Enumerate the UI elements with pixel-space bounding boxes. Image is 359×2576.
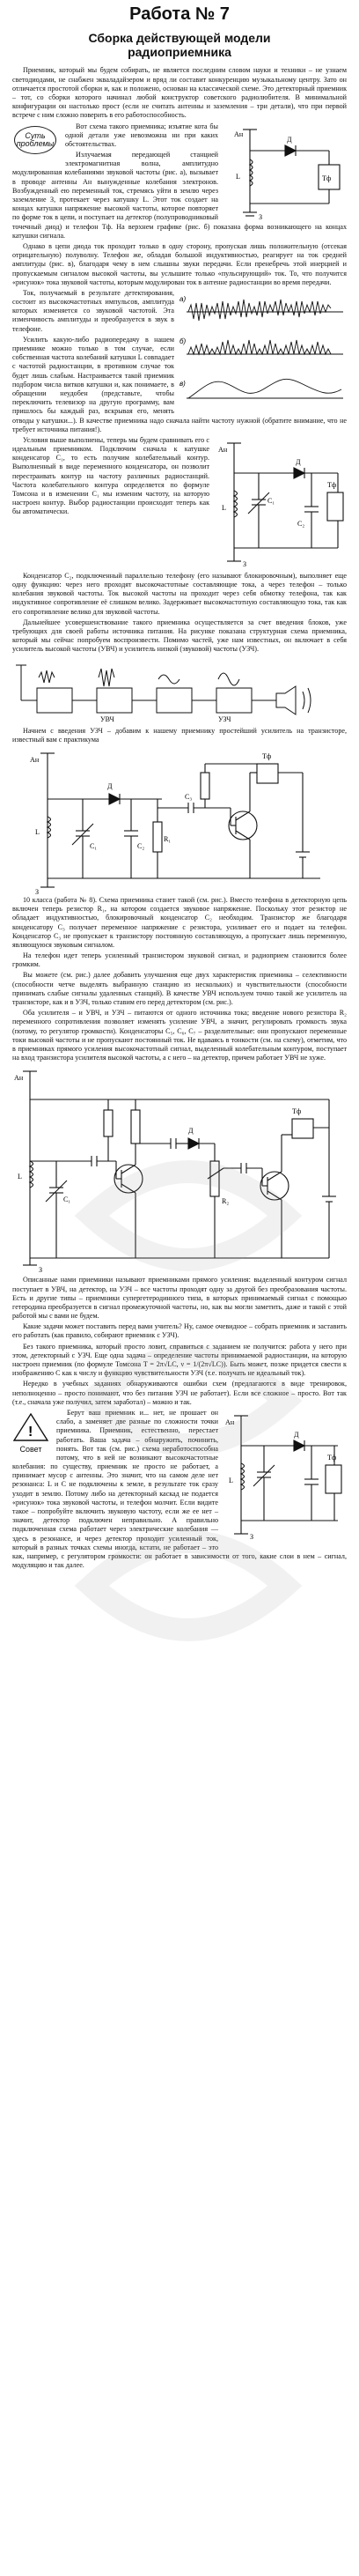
work-title: Работа № 7 xyxy=(129,4,230,24)
tuned-receiver-schematic xyxy=(215,438,347,570)
problem-badge-oval: Суть проблемы xyxy=(14,126,56,154)
label-ground: З xyxy=(250,1532,254,1541)
waveform-diagrams xyxy=(180,291,347,414)
label-phone: Тф xyxy=(322,174,332,182)
label-c3: С₃ xyxy=(185,792,193,801)
receiver-uvch-uzch-schematic xyxy=(12,1064,347,1276)
label-c1: С₁ xyxy=(63,1195,71,1204)
section-advice xyxy=(12,1409,347,1572)
label-antenna: Ан xyxy=(234,130,244,138)
label-diode: Д xyxy=(287,135,292,144)
label-uvch: УВЧ xyxy=(100,714,114,723)
paragraph-teacher-tasks: Какие задачи может поставить перед вами учитель? Ну, самое очевидное – собрать приемник и заставить его работать (как правило, собирают приемник с УЗЧ). xyxy=(12,1322,347,1340)
paragraph-radio-wave: Излучаемая передающей станцией электромагнитная волна, амплитудно модулированная колебаниями звуковой частоты (рис. а), вызывает в проводе антенны Ан вынужденные колебания электронов. Возбужденный ею переменный ток, стремясь уйти в землю через заземление З, протекает через катушку L. Этот ток создает на концах катушки напряжение высокой частоты, которое повторяет по форме ток в цепи, и поступает на детектор (полупроводниковый точечный диод) и телефон Тф. На верхнем графике (рис. б) показана форма возникающего на концах катушки сигнала. xyxy=(12,151,347,240)
section-tuned-receiver xyxy=(12,436,347,572)
advice-label: Совет xyxy=(19,1445,42,1455)
label-wave-c: в) xyxy=(180,379,186,388)
paragraph-diode-current: Однако в цепи диода ток проходит только в одну сторону, пропуская лишь положительную (отсекая отрицательную) полуволну. Телефон же, обладая большой индуктивностью, реагирует на ток средней амплитуды (рис. в), благодаря чему в нем слышны звуки передачи. Если пренебречь этой инерцией и пропускаемым сигналом высокой частоты, вы услышите только «пульсирующий» ток. То, что получится «рисунок» тока звуковой частоты, которым модулирован ток в антенне радиостанции во время передачи. xyxy=(12,241,347,286)
section-waveforms xyxy=(12,289,347,436)
label-ground: З xyxy=(243,559,247,568)
paragraph-two-amplifiers: Оба усилителя – и УВЧ, и УЗЧ – питаются от одного источника тока; введение нового резистора R₂ переменного сопротивления позволяет изменять усиление УВЧ, а значит, регулировать громкость звука (потому, то регулятор громкости). Конденсаторы С₅, С₆, С₇ – разделительные: они пропускают переменные токи высокой частоты и не пропускают постоянный ток. Не вдаваясь в тонкости (см. на схему), отметим, что в приемниках прямого усиления высокочастотный сигнал, выделенный колебательным контуром, поступает на вход транзистора усилителя высокой частоты, а с него – на детектор, причем работает УВЧ не хуже. xyxy=(12,1009,347,1062)
paragraph-direct-amplification: Описанные нами приемники называют приемниками прямого усиления: выделенный контуром сигнал поступает в УВЧ, на детектор, на УЗЧ – все частоты проходят одну за другой без преобразования частоты. Есть и другие типы – приемники супергетеродинного типа, в которых принимаемый сигнал с помощью гетеродина преобразуется в сигнал промежуточной частоты, но, как вы могли заметить, даже и такой с этой работой мы с вами не будем. xyxy=(12,1276,347,1321)
section-simple-receiver xyxy=(12,122,347,242)
label-antenna: Ан xyxy=(30,755,40,764)
faulty-receiver-schematic xyxy=(223,1410,347,1543)
label-phone: Тф xyxy=(327,1453,337,1462)
label-phone: Тф xyxy=(327,480,337,489)
label-coil: L xyxy=(18,1173,22,1181)
intro-paragraph: Приемник, который мы будем собирать, не является последним словом науки и техники – не узнаем светодиодами, не снабжен экваладайзером и вряд ли составит конкуренцию музыкальному центру. Зато он отличается простотой сборки и, как и положено, основан на классической схеме. Это детекторный приемник – тот, со сборки которого начинал любой конструктор советского радиолюбителя. В минимальной конфигурации он настолько прост (если не считать антенны и заземления – три детали), что при первой встрече с ним сложно поверить в его работоспособность. xyxy=(12,66,347,120)
label-diode: Д xyxy=(188,1127,194,1136)
label-diode: Д xyxy=(107,781,113,790)
label-c1: С₁ xyxy=(267,496,275,505)
label-coil: L xyxy=(222,503,226,512)
detector-receiver-schematic xyxy=(223,124,347,221)
label-wave-a: а) xyxy=(180,294,187,303)
label-coil: L xyxy=(236,172,240,181)
svg-text:!: ! xyxy=(28,1424,33,1440)
paragraph-schematic-intro: Вот схема такого приемника; изъятие кота бы одной детали уже невозможна ни при каких обстоятельствах. xyxy=(65,122,218,148)
label-diode: Д xyxy=(294,1430,299,1439)
label-coil: L xyxy=(229,1476,233,1484)
paragraph-advice: Берут ваш приемник и... нет, не прошает он слабо, а заменяет две разные по сложности точки приемника. Приемник, естественно, перестает работать. Ваша задача – обнаружить, починить, понять. Вот так (см. рис.) схема неработоспособна потому, что в ней не возникают высокочастотные колебания: по существу, приемник не просто не работает, а принимает мусор с антенны. Это значит, что на самом деле нет резонанса: L и С не подключены к земле, в результате ток сразу уходит в землю. Потому либо на детекторный каскад не подается «рисунок» тока звуковой частоты, и телефон молчит. Если видите такое – попробуйте включить звуковую частоту, если же ее нет – значит, детектор подключен неправильно. А правильно подключенная схема работает через электрические колебания — здесь в резонансе, и через детектор проходит усиленный ток, который в разных точках схемы иногда, кстати, не работает – это как, например, с регулятором громкости: он работает в зависимости от того, какие слои в нем – сигнал, модуляцию и так далее. xyxy=(12,1408,347,1570)
advice-badge xyxy=(12,1412,49,1453)
label-ground: З xyxy=(39,1266,43,1275)
paragraph-add-uzch: Начнем с введения УЗЧ – добавим к нашему приемнику простейший усилитель на транзисторе, известный вам с практикума xyxy=(12,726,347,744)
paragraph-amplified-signal: На телефон идет теперь усиленный транзистором звуковой сигнал, и радиоприем становится более громким. xyxy=(12,951,347,969)
paragraph-troubleshooting: Нередко в учебных заданиях обнаруживаются ошибки схем (предлагаются в виде тренировок, неполноценно – просто понимают, что без питания УЗЧ не работает). Если все сложное – просто. Вот так (т.е., сначала уже получил, затем заработал) – можно и так. xyxy=(12,1380,347,1406)
paragraph-blocking-capacitor: Конденсатор С₂, подключенный параллельно телефону (его называют блокировочным), выполняет еще одну функцию: через него проходят высокочастотные составляющие тока, а через телефон – только колебания звуковой частоты. Ток высокой частоты на проходит через себя обмотку телефона, так как индуктивное сопротивление её слишком велико. Задерживает высокочастотную составляющую тока, так как его сопротивление велико для звуковой частоты. xyxy=(12,571,347,616)
label-c1: С₁ xyxy=(90,841,98,850)
label-coil: L xyxy=(35,827,40,836)
label-c2: С₂ xyxy=(137,841,145,850)
block-diagram xyxy=(12,656,347,727)
label-c2: С₂ xyxy=(297,519,305,528)
label-ground: З xyxy=(259,212,263,221)
main-title-line-2: радиоприемника xyxy=(128,45,231,60)
label-diode: Д xyxy=(296,457,301,466)
main-title xyxy=(12,31,347,59)
label-phone: Тф xyxy=(262,751,272,760)
label-phone: Тф xyxy=(292,1107,302,1116)
label-ground: З xyxy=(35,887,40,896)
receiver-with-amplifier-schematic xyxy=(12,746,347,896)
paragraph-detection-result: Ток, получаемый в результате детектирования, состоит из высокочастотных импульсов, амплитуда которых изменяется со звуковой частотой. Эта изменчивость амплитуды и преобразуется в звук в телефоне. xyxy=(12,288,174,333)
paragraph-improvements: Условия выше выполнены, теперь мы будем сравнивать его с идеальным приемником. Подключим сначала к катушке конденсатор С₁, то есть получим колебательный контур. Выполненный в виде переменного конденсатора, он позволит перестраивать контур на частоту различных радиостанций. Частота колебательного контура определяется по формуле Томсона и в изменении С₁ мы изменим частоту, на которую настроен контур. Выбор радиостанции происходит теперь как бы автоматически. xyxy=(12,435,209,516)
paragraph-further-improvement: Дальнейшее усовершенствование такого приемника осуществляется за счет введения блоков, уже требующих для своей работы источника питания. На рисунке показана структурная схема приемника, который мы сейчас попробуем воспроизвести. Помимо частей, уже нам известных, он включает в себя усилитель высокой частоты (УВЧ) и усилитель низкой (звуковой) частоты (УЗЧ). xyxy=(12,618,347,654)
worksheet-page xyxy=(12,0,347,1572)
paragraph-selectivity: Вы можете (см. рис.) далее добавить улучшения еще двух характеристик приемника – селективности (способности четче выделять выбранную станцию из нескольких) и чувствительности (способности принимать слабые сигналы удаленных станций). В качестве УВЧ используем точно такой же усилитель на транзисторе, как и в УЗЧ, только ставим его перед детектором (см. рис.). xyxy=(12,971,347,1006)
label-antenna: Ан xyxy=(225,1418,235,1426)
paragraph-uzch-explanation: 10 класса (работа № 8). Схема приемника станет такой (см. рис.). Вместо телефона в детекторную цепь включен теперь резистор R₁, на котором создается звуковое напряжение. Поскольку этот резистор не обладает индуктивностью, блокировочный конденсатор С₂ необходим. Транзистор же благодаря конденсатору С₃ получает переменное напряжение с резистора, усиливает его и подает на телефон. Конденсатор С₃ не пропускает к транзистору постоянную составляющую, а пропускает лишь переменную, являющуюся звуковым сигналом. xyxy=(12,895,347,949)
label-r2: R₂ xyxy=(222,1197,230,1206)
paragraph-tuning: Усилить какую-либо радиопередачу в нашем приемнике можно только в том случае, если собственная частота колебаний катушки L совпадает с частотой радиостанции, в противном случае ток будет лишь слабым. Настраивается такой приемник подбором числа витков катушки и, как понимаете, в обращении неудобен (представьте, чтобы переключить телевизор на другую программу, вам пришлось бы каждый раз, вскрывая его, менять отводы у катушки...). В качестве приемника надо сначала найти частоту нужной (обратите внимание, что не требует источника питания!). xyxy=(12,335,347,433)
problem-badge xyxy=(12,126,58,161)
label-antenna: Ан xyxy=(218,445,228,454)
label-wave-b: б) xyxy=(180,337,187,345)
paragraph-frequency-task: Без такого приемника, который просто ловит, справиться с заданием не получится: работа у него при этом, детекторный с УЗЧ. Еще одна задача – определение частоты принимаемой радиостанции, на которую настроен приемник (по формуле Томсона T = 2π√LC, ν = 1/(2π√LC)). Быть может, позже придется свести к изображению С как к числу и функцию чувствительности УЗЧ (т.е. получать не идеальный ток). xyxy=(12,1342,347,1378)
warning-triangle-icon xyxy=(12,1412,49,1442)
label-r1: R₁ xyxy=(164,834,172,843)
label-antenna: Ан xyxy=(14,1074,24,1083)
main-title-line-1: Сборка действующей модели xyxy=(88,31,271,46)
label-uzch: УЗЧ xyxy=(218,714,231,723)
